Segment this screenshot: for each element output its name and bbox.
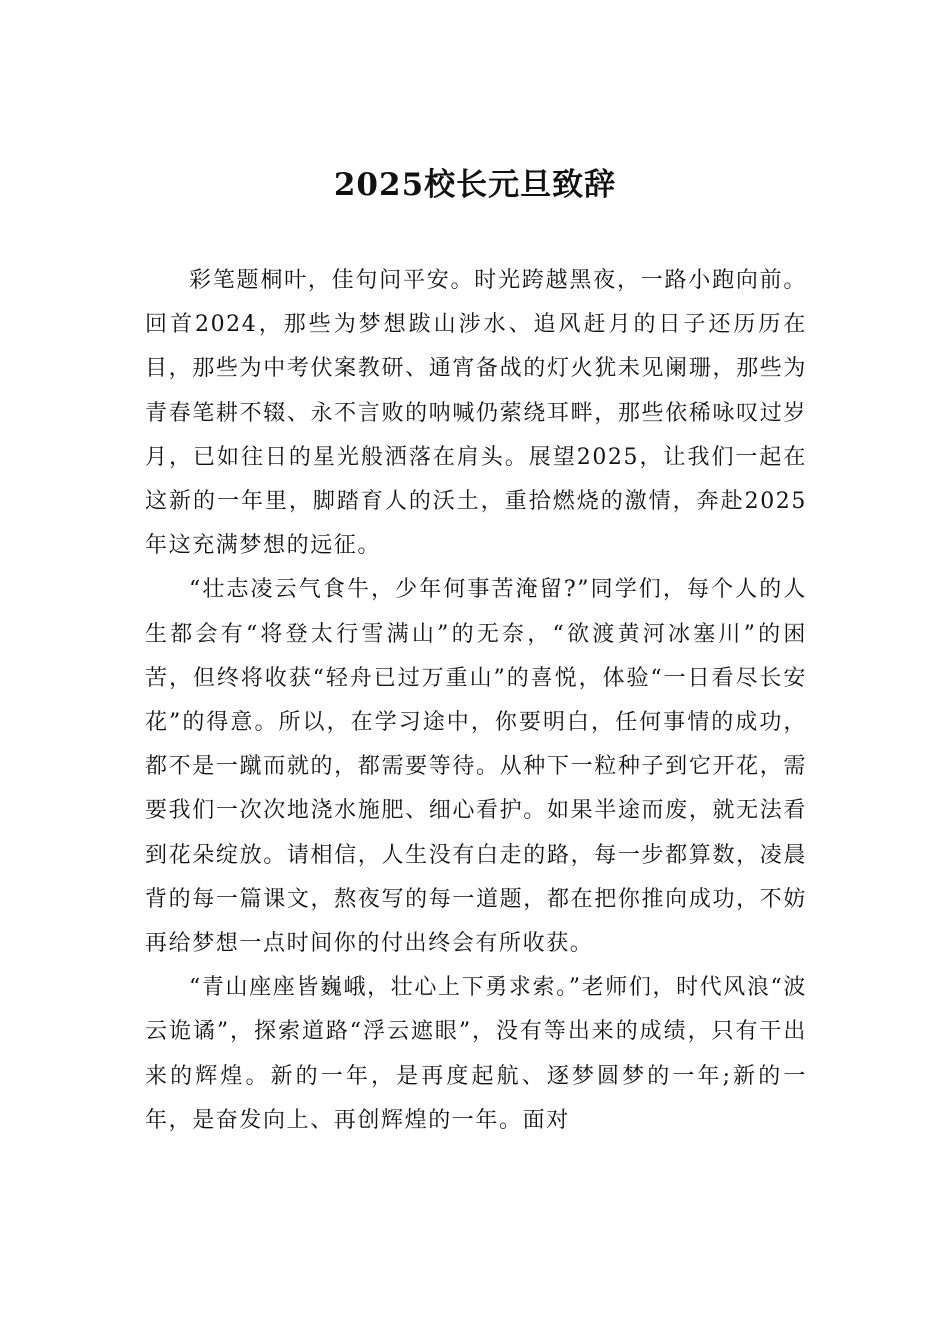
paragraph-1: 彩笔题桐叶，佳句问平安。时光跨越黑夜，一路小跑向前。回首2024，那些为梦想跋山涉水、追风赶月的日子还历历在目，那些为中考伏案教研、通宵备战的灯火犹未见阑珊，那些为青春笔耕不辍、永不言败的呐喊仍萦绕耳畔，那些依稀咏叹过岁月，已如往日的星光般洒落在肩头。展望2025，让我们一起在这新的一年里，脚踏育人的沃土，重拾燃烧的激情，奔赴2025年这充满梦想的远征。 (145, 268, 807, 559)
paragraph-3: “青山座座皆巍峨，壮心上下勇求索。”老师们，时代风浪“波云诡谲”，探索道路“浮云遮眼”，没有等出来的成绩，只有干出来的辉煌。新的一年，是再度起航、逐梦圆梦的一年;新的一年，是奋发向上、再创辉煌的一年。面对 (145, 975, 807, 1133)
document-body (145, 259, 807, 1143)
document-title: 2025校长元旦致辞 (333, 167, 617, 203)
paragraph-2: “壮志凌云气食牛，少年何事苦淹留?”同学们，每个人的人生都会有“将登太行雪满山”的无奈，“欲渡黄河冰塞川”的困苦，但终将收获“轻舟已过万重山”的喜悦，体验“一日看尽长安花”的得意。所以，在学习途中，你要明白，任何事情的成功，都不是一蹴而就的，都需要等待。从种下一粒种子到它开花，需要我们一次次地浇水施肥、细心看护。如果半途而废，就无法看到花朵绽放。请相信，人生没有白走的路，每一步都算数，凌晨背的每一篇课文，熬夜写的每一道题，都在把你推向成功，不妨再给梦想一点时间你的付出终会有所收获。 (145, 577, 807, 957)
